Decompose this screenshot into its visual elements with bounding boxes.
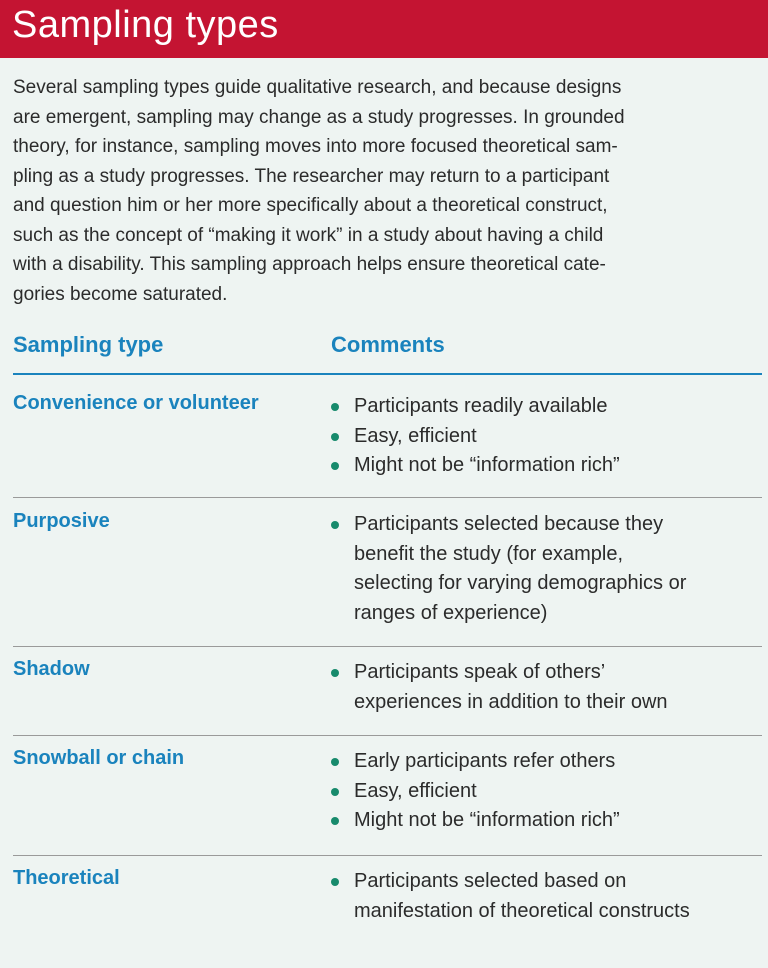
comment-item bbox=[331, 747, 620, 777]
intro-line: gories become saturated. bbox=[13, 283, 228, 305]
sampling-type: Convenience or volunteer bbox=[13, 392, 259, 414]
comment-line: Easy, efficient bbox=[354, 779, 477, 802]
comment-item bbox=[331, 510, 686, 628]
comment-line: Participants speak of others’ bbox=[354, 661, 606, 683]
bullet-icon bbox=[331, 817, 339, 825]
comment-item bbox=[331, 422, 620, 452]
intro-line: such as the concept of “making it work” in a study about having a child bbox=[13, 224, 604, 246]
comment-line: Might not be “information rich” bbox=[354, 454, 620, 476]
comment-line: Participants selected because they bbox=[354, 513, 664, 535]
intro-line: pling as a study progresses. The researcher may return to a participant bbox=[13, 165, 610, 187]
comment-item bbox=[331, 451, 620, 481]
header-divider bbox=[13, 373, 762, 375]
comment-item bbox=[331, 658, 668, 717]
bullet-icon bbox=[331, 878, 339, 886]
comment-item bbox=[331, 867, 690, 926]
comments-list bbox=[331, 658, 668, 717]
sampling-type: Shadow bbox=[13, 658, 90, 680]
comment-item bbox=[331, 392, 620, 422]
comments-list bbox=[331, 510, 686, 628]
comment-line: Participants selected based on bbox=[354, 870, 627, 892]
intro-line: with a disability. This sampling approach helps ensure theoretical cate- bbox=[13, 254, 606, 275]
comment-line: benefit the study (for example, bbox=[354, 542, 624, 565]
bullet-icon bbox=[331, 669, 339, 677]
intro-line: Several sampling types guide qualitative research, and because designs bbox=[13, 77, 622, 98]
comment-line: selecting for varying demographics or bbox=[354, 572, 687, 594]
bullet-icon bbox=[331, 403, 339, 411]
comments-list bbox=[331, 867, 690, 926]
title-banner bbox=[0, 0, 768, 58]
comment-item bbox=[331, 777, 620, 807]
sampling-type: Theoretical bbox=[13, 867, 120, 889]
bullet-icon bbox=[331, 433, 339, 441]
comment-item bbox=[331, 806, 620, 836]
sampling-type: Purposive bbox=[13, 510, 110, 532]
comment-line: ranges of experience) bbox=[354, 601, 548, 624]
intro-line: are emergent, sampling may change as a study progresses. In grounded bbox=[13, 106, 625, 128]
comments-list bbox=[331, 747, 620, 836]
comments-list bbox=[331, 392, 620, 481]
comment-line: Might not be “information rich” bbox=[354, 809, 620, 831]
comment-line: Easy, efficient bbox=[354, 424, 477, 447]
row-divider bbox=[13, 646, 762, 647]
intro-line: and question him or her more specifically about a theoretical construct, bbox=[13, 195, 608, 216]
comment-line: manifestation of theoretical constructs bbox=[354, 899, 690, 922]
comment-line: Participants readily available bbox=[354, 395, 608, 417]
column-header-sampling-type: Sampling type bbox=[13, 332, 164, 357]
intro-line: theory, for instance, sampling moves into more focused theoretical sam- bbox=[13, 136, 618, 157]
sampling-type: Snowball or chain bbox=[13, 747, 185, 769]
bullet-icon bbox=[331, 521, 339, 529]
bullet-icon bbox=[331, 462, 339, 470]
bullet-icon bbox=[331, 758, 339, 766]
bullet-icon bbox=[331, 788, 339, 796]
page-title: Sampling types bbox=[12, 4, 279, 46]
row-divider bbox=[13, 497, 762, 498]
comment-line: experiences in addition to their own bbox=[354, 690, 668, 713]
comment-line: Early participants refer others bbox=[354, 750, 616, 772]
column-header-comments: Comments bbox=[331, 332, 445, 357]
row-divider bbox=[13, 855, 762, 856]
row-divider bbox=[13, 735, 762, 736]
intro-paragraph bbox=[13, 73, 625, 309]
